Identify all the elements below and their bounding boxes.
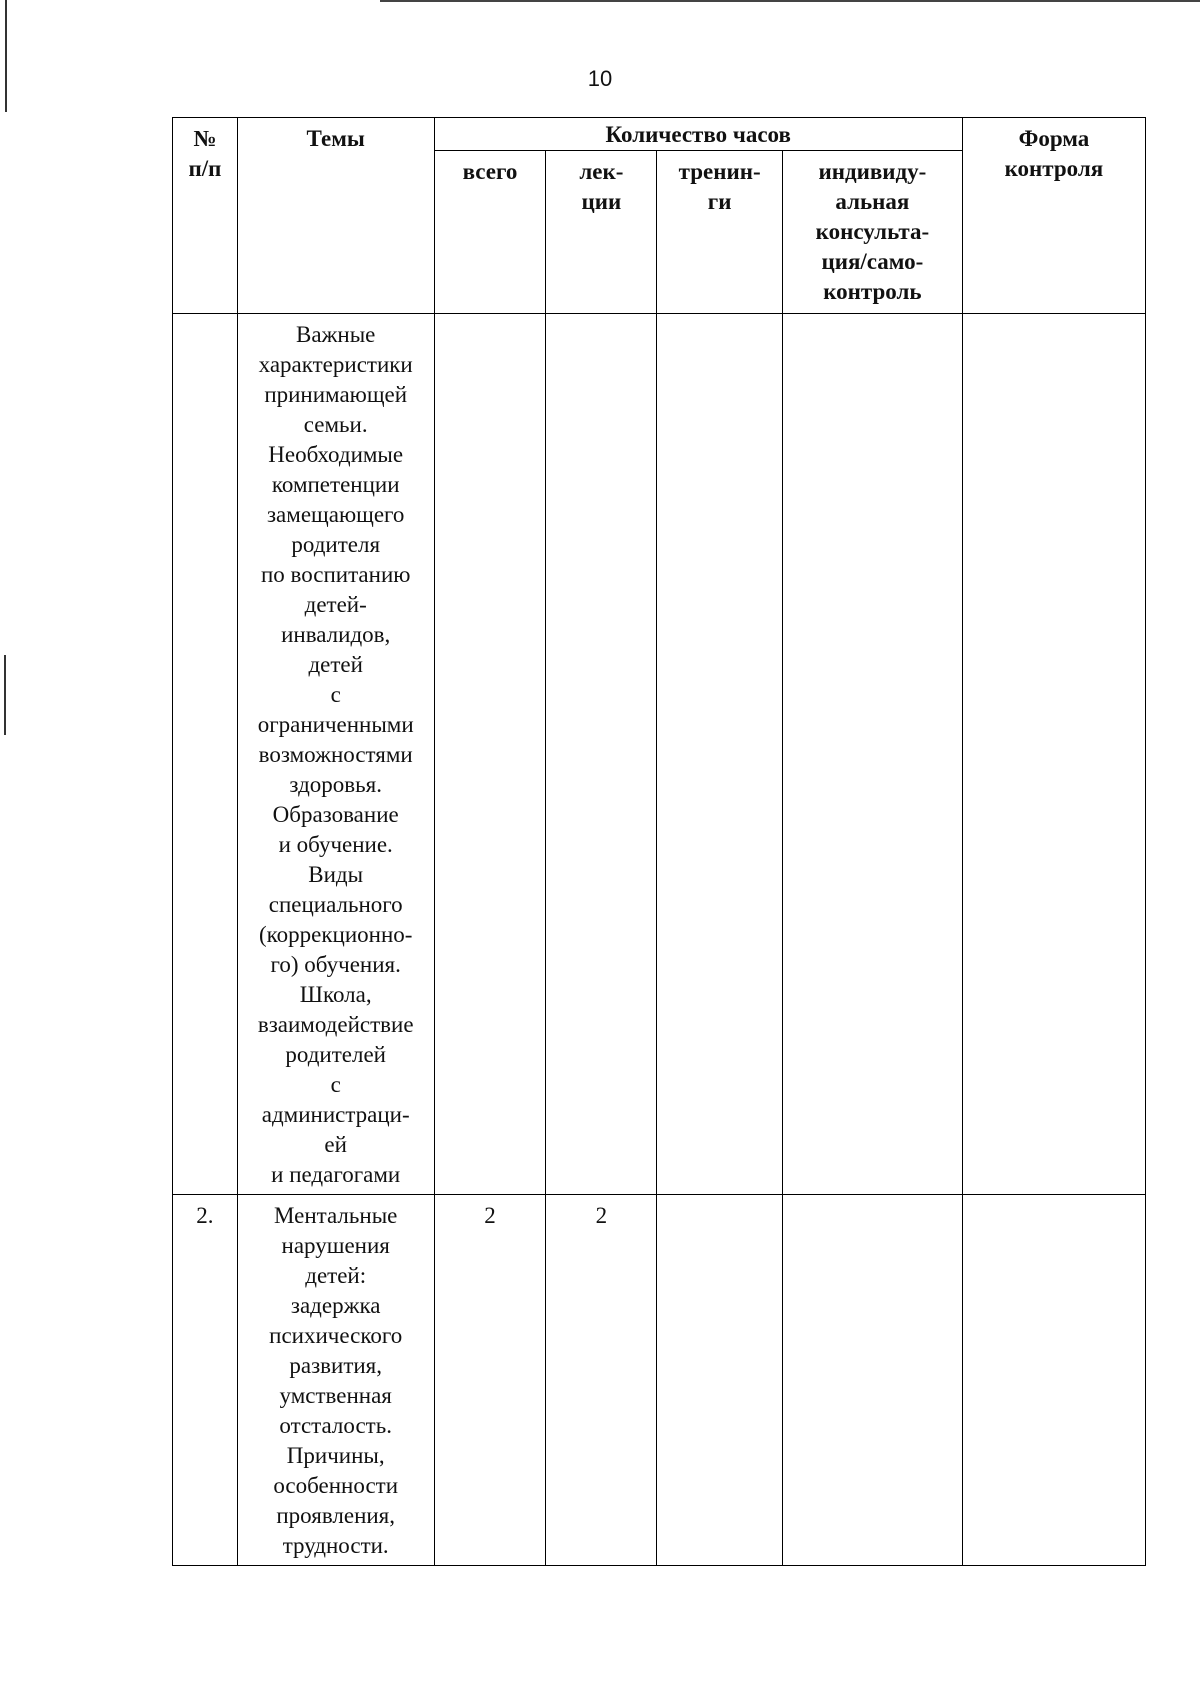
- table-row: [173, 1195, 1146, 1566]
- scan-edge-left-lower: [4, 655, 6, 735]
- cell-lectures: [546, 314, 657, 1195]
- cell-total: 2: [434, 1195, 546, 1566]
- cell-individual: [782, 1195, 962, 1566]
- curriculum-table: [172, 117, 1146, 1566]
- header-trainings: тренин- ги: [657, 151, 783, 314]
- cell-trainings: [657, 314, 783, 1195]
- cell-num: [173, 314, 238, 1195]
- scan-edge-top: [380, 0, 1200, 2]
- header-control-form: Форма контроля: [962, 118, 1145, 314]
- header-individual: индивиду- альная консульта- ция/само- контроль: [782, 151, 962, 314]
- cell-total: [434, 314, 546, 1195]
- header-hours-group: Количество часов: [434, 118, 962, 151]
- cell-individual: [782, 314, 962, 1195]
- header-total: всего: [434, 151, 546, 314]
- header-lectures: лек- ции: [546, 151, 657, 314]
- page-number: 10: [587, 66, 613, 91]
- cell-lectures: 2: [546, 1195, 657, 1566]
- cell-control-form: [962, 1195, 1145, 1566]
- table-row: [173, 314, 1146, 1195]
- header-topics: Темы: [237, 118, 434, 314]
- cell-topic: Важные характеристики принимающей семьи. Необходимые компетенции замещающего родителя по воспитанию детей- инвалидов, детей с ограниченными возможностями здоровья. Образование и обучение. Виды специального (коррекционно- го) обучения. Школа, взаимодействие родителей с администраци- ей и педагогами: [237, 314, 434, 1195]
- cell-control-form: [962, 314, 1145, 1195]
- cell-num: 2.: [173, 1195, 238, 1566]
- header-row-top: [173, 118, 1146, 151]
- cell-topic: Ментальные нарушения детей: задержка психического развития, умственная отсталость. Причины, особенности проявления, трудности.: [237, 1195, 434, 1566]
- header-num: № п/п: [173, 118, 238, 314]
- cell-trainings: [657, 1195, 783, 1566]
- scan-edge-left: [5, 0, 7, 112]
